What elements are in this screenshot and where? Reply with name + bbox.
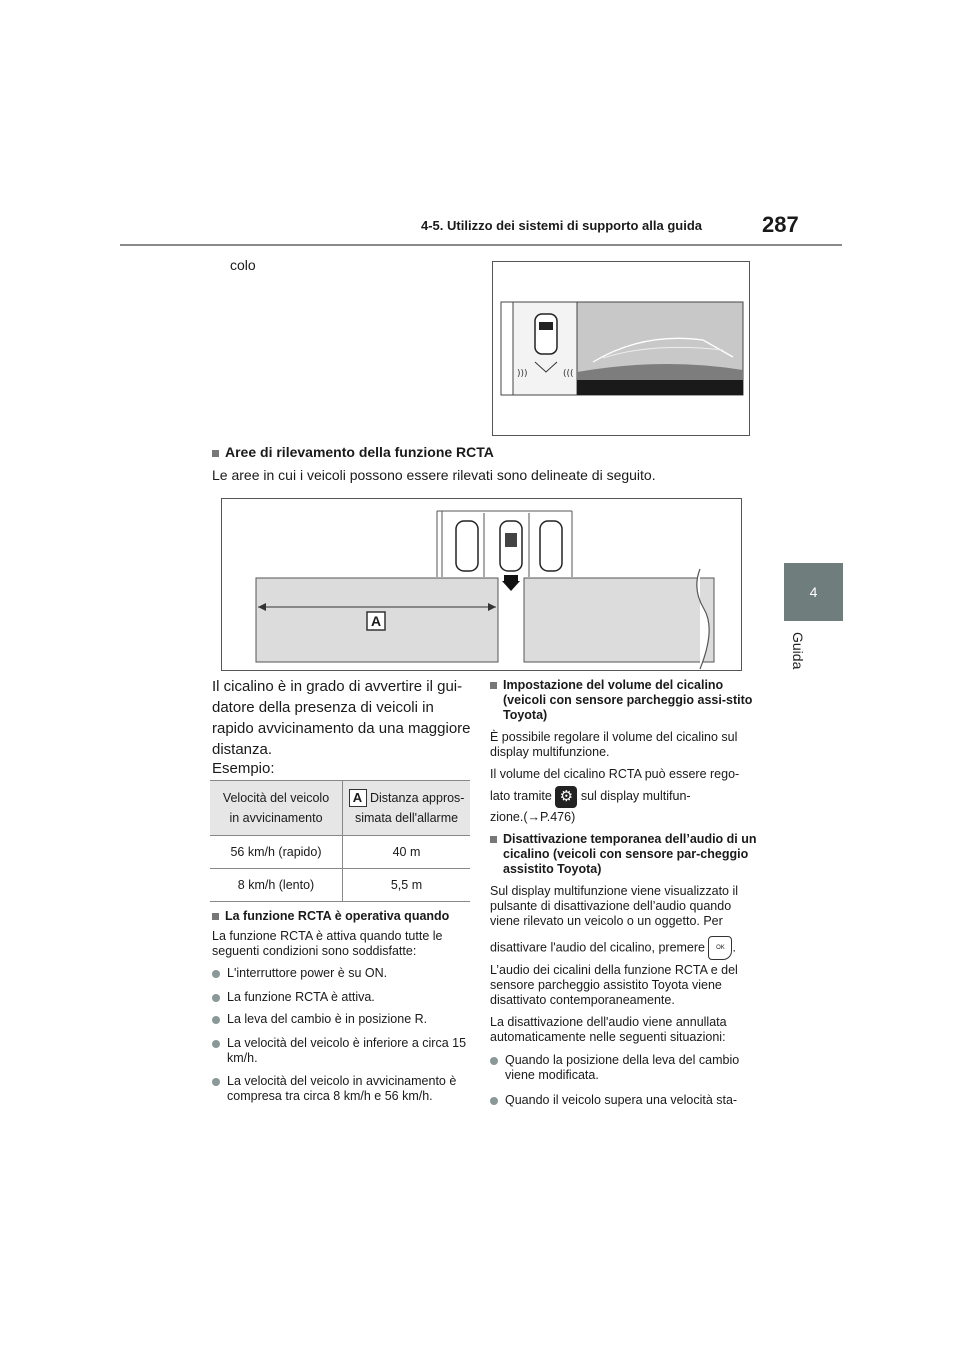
list-item: La velocità del veicolo in avvicinamento è compresa tra circa 8 km/h e 56 km/h. <box>212 1074 474 1104</box>
square-bullet-icon <box>490 836 497 843</box>
detection-area-diagram <box>221 498 742 671</box>
mute-text-4: La disattivazione dell'audio viene annullata automaticamente nelle seguenti situazioni: <box>490 1015 727 1044</box>
list-item: Quando il veicolo supera una velocità sta- <box>490 1093 752 1108</box>
settings-gear-icon: ⚙ <box>555 786 577 808</box>
header-divider <box>120 244 842 246</box>
list-item: La funzione RCTA è attiva. <box>212 990 474 1012</box>
rcta-heading: Aree di rilevamento della funzione RCTA <box>212 442 494 462</box>
volume-text-2: Il volume del cicalino RCTA può essere rego- <box>490 767 740 781</box>
volume-text-3: lato tramite ⚙ sul display multifun- <box>490 785 752 808</box>
volume-heading: Impostazione del volume del cicalino (veicoli con sensore parcheggio assi-stito Toyota) <box>490 678 765 723</box>
chapter-tab: 4 <box>784 563 843 621</box>
bullet-dot-icon <box>212 1078 220 1086</box>
example-label: Esempio: <box>212 760 275 777</box>
mute-bullet-list <box>490 1053 752 1108</box>
area-a-badge: A <box>349 789 367 807</box>
square-bullet-icon <box>212 913 219 920</box>
table-header-row <box>210 781 470 836</box>
ok-button-icon: OK <box>708 936 732 960</box>
table-header-speed: Velocità del veicolo in avvicinamento <box>210 781 343 836</box>
square-bullet-icon <box>212 450 219 457</box>
bullet-dot-icon <box>490 1057 498 1065</box>
table-row: 56 km/h (rapido) 40 m <box>210 836 470 869</box>
list-item: La velocità del veicolo è inferiore a circa 15 km/h. <box>212 1036 474 1074</box>
bullet-dot-icon <box>212 1040 220 1048</box>
list-item: La leva del cambio è in posizione R. <box>212 1012 474 1036</box>
intro-fragment: colo <box>230 257 256 273</box>
square-bullet-icon <box>490 682 497 689</box>
chapter-label: Guida <box>790 632 806 670</box>
svg-text:))): ))) <box>517 369 528 379</box>
detection-area-graphic <box>222 499 741 670</box>
table-header-distance: A Distanza appros- simata dell'allarme <box>343 781 471 836</box>
display-illustration <box>492 261 750 436</box>
area-label-a: A <box>370 613 382 629</box>
bullet-dot-icon <box>212 994 220 1002</box>
mute-text-3: L’audio dei cicalini della funzione RCTA e del sensore parcheggio assistito Toyota viene disattivato contemporaneamente. <box>490 963 738 1007</box>
bullet-dot-icon <box>490 1097 498 1105</box>
table-row: 8 km/h (lento) 5,5 m <box>210 869 470 902</box>
mute-text-2: disattivare l'audio del cicalino, premere OK . <box>490 936 752 960</box>
op-text: La funzione RCTA è attiva quando tutte le seguenti condizioni sono soddisfatte: <box>212 929 443 958</box>
warning-paragraph: Il cicalino è in grado di avvertire il gui- datore della presenza di veicoli in rapido avvicinamento da una maggiore distanza. <box>212 678 471 758</box>
list-item: Quando la posizione della leva del cambio viene modificata. <box>490 1053 752 1093</box>
volume-text-1: È possibile regolare il volume del cicalino sul display multifunzione. <box>490 730 738 759</box>
volume-text-4: zione.(→P.476) <box>490 810 576 824</box>
list-item: L'interruttore power è su ON. <box>212 966 474 990</box>
alarm-distance-table <box>210 780 470 902</box>
section-title: 4-5. Utilizzo dei sistemi di supporto alla guida <box>421 218 702 233</box>
mute-heading: Disattivazione temporanea dell’audio di un cicalino (veicoli con sensore par-cheggio assistito Toyota) <box>490 832 765 877</box>
mute-text-1: Sul display multifunzione viene visualizzato il pulsante di disattivazione dell’audio quando viene rilevato un veicolo o un oggetto. Per <box>490 884 739 928</box>
bullet-dot-icon <box>212 970 220 978</box>
page-number: 287 <box>762 212 799 237</box>
rcta-text: Le aree in cui i veicoli possono essere rilevati sono delineate di seguito. <box>212 467 656 483</box>
op-bullet-list <box>212 966 474 1104</box>
display-screen-graphic <box>493 262 749 435</box>
bullet-dot-icon <box>212 1016 220 1024</box>
op-heading: La funzione RCTA è operativa quando <box>212 909 474 924</box>
svg-text:(((: ((( <box>563 369 574 379</box>
